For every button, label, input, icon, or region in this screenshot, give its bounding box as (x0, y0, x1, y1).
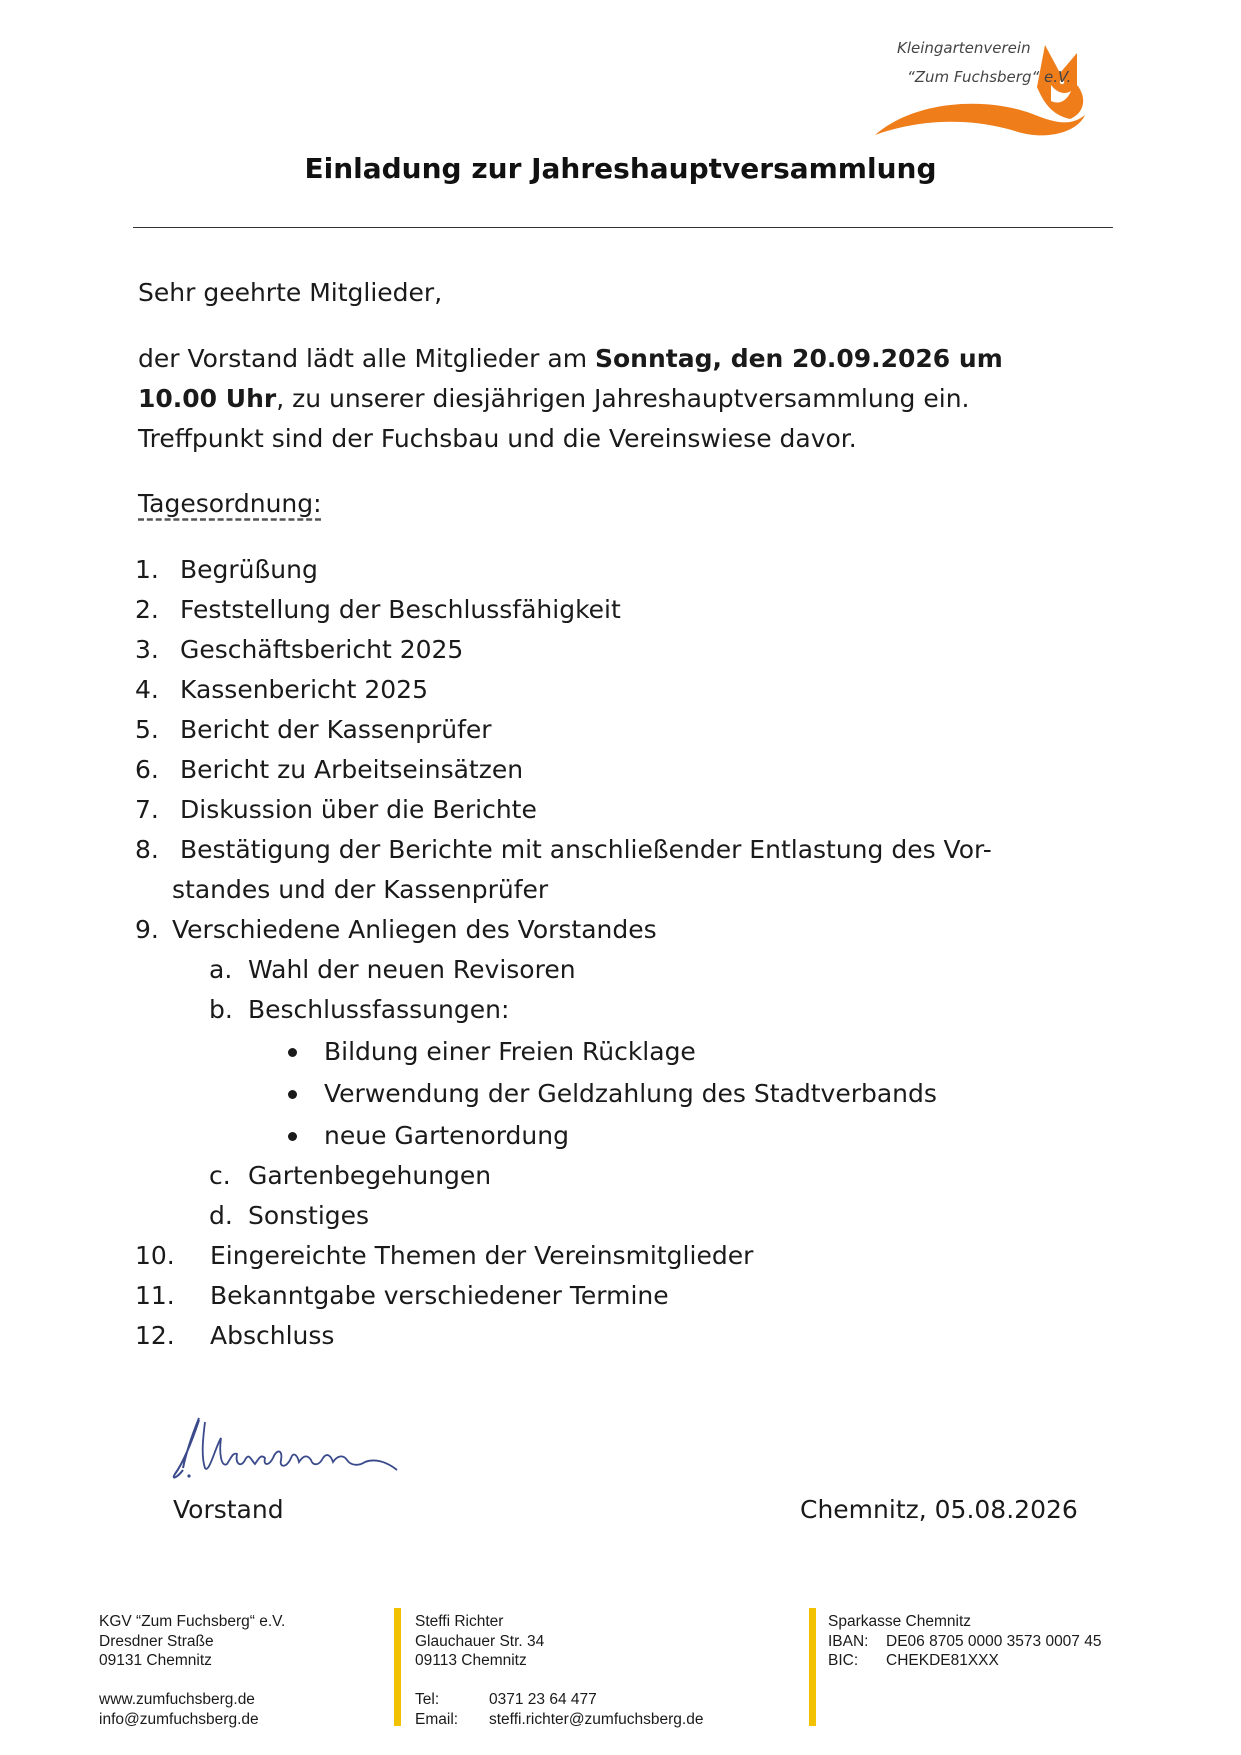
agenda-text: Geschäftsbericht 2025 (180, 635, 464, 664)
footer-column-club (99, 1612, 285, 1729)
agenda-number: 9. (135, 915, 159, 944)
place-and-date: Chemnitz, 05.08.2026 (800, 1495, 1078, 1524)
footer-website-link[interactable]: www.zumfuchsberg.de (99, 1691, 255, 1708)
title-divider (133, 227, 1113, 228)
handwritten-signature (165, 1408, 415, 1483)
agenda-text-continued: standes und der Kassenprüfer (172, 875, 549, 904)
agenda-text: Bericht der Kassenprüfer (180, 715, 492, 744)
footer-bic (828, 1651, 1101, 1671)
bullet-dot-icon (288, 1132, 297, 1141)
agenda-text: Feststellung der Beschlussfähigkeit (180, 595, 621, 624)
agenda-number: 3. (135, 635, 159, 664)
footer-divider-2 (809, 1608, 816, 1726)
footer-spacer (415, 1671, 703, 1691)
intro-text1: der Vorstand lädt alle Mitglieder am (138, 344, 595, 373)
agenda-text: Diskussion über die Berichte (180, 795, 537, 824)
email-label: Email: (415, 1710, 459, 1728)
subitem-text: Sonstiges (248, 1201, 370, 1230)
agenda-text: Bekanntgabe verschiedener Termine (210, 1281, 669, 1310)
footer-contact-street: Glauchauer Str. 34 (415, 1632, 545, 1650)
agenda-text: Bestätigung der Berichte mit anschließender Entlastung des Vor- (180, 835, 992, 864)
greeting: Sehr geehrte Mitglieder, (138, 278, 443, 307)
agenda-text: Bericht zu Arbeitseinsätzen (180, 755, 524, 784)
contact-email-link[interactable]: steffi.richter@zumfuchsberg.de (489, 1710, 704, 1728)
agenda-text: Begrüßung (180, 555, 318, 584)
footer-email (415, 1710, 703, 1730)
footer-bank-name: Sparkasse Chemnitz (828, 1613, 972, 1630)
tel-label: Tel: (415, 1691, 440, 1708)
tel-number[interactable]: 0371 23 64 477 (489, 1691, 597, 1708)
subitem-letter: a. (209, 955, 233, 984)
footer-contact-city: 09113 Chemnitz (415, 1652, 527, 1669)
footer-club-city: 09131 Chemnitz (99, 1652, 212, 1669)
agenda-text: Abschluss (210, 1321, 335, 1350)
bullet-dot-icon (288, 1048, 297, 1057)
agenda-number: 8. (135, 835, 159, 864)
agenda-number: 10. (135, 1241, 175, 1270)
subitem-letter: c. (209, 1161, 231, 1190)
bic-value: CHEKDE81XXX (886, 1652, 999, 1669)
agenda-number: 4. (135, 675, 159, 704)
subitem-text: Wahl der neuen Revisoren (248, 955, 576, 984)
bullet-text: Verwendung der Geldzahlung des Stadtverbands (324, 1079, 937, 1108)
footer-column-bank (828, 1612, 1101, 1671)
agenda-text: Kassenbericht 2025 (180, 675, 428, 704)
subitem-text: Beschlussfassungen: (248, 995, 510, 1024)
footer-club-email-link[interactable]: info@zumfuchsberg.de (99, 1710, 259, 1728)
bullet-dot-icon (288, 1090, 297, 1099)
subitem-letter: d. (209, 1201, 233, 1230)
iban-label: IBAN: (828, 1632, 869, 1650)
footer-club-street: Dresdner Straße (99, 1632, 214, 1650)
footer-spacer (99, 1671, 285, 1691)
agenda-heading: Tagesordnung: (138, 489, 322, 518)
footer-club-name: KGV “Zum Fuchsberg“ e.V. (99, 1613, 286, 1630)
agenda-number: 12. (135, 1321, 175, 1350)
intro-paragraph (138, 339, 1098, 459)
footer-iban (828, 1632, 1101, 1652)
footer-divider-1 (394, 1608, 401, 1726)
agenda-number: 11. (135, 1281, 175, 1310)
meeting-time: 10.00 Uhr (138, 384, 277, 413)
agenda-number: 2. (135, 595, 159, 624)
footer-tel (415, 1690, 703, 1710)
subitem-text: Gartenbegehungen (248, 1161, 492, 1190)
agenda-number: 7. (135, 795, 159, 824)
agenda-text: Verschiedene Anliegen des Vorstandes (172, 915, 657, 944)
bullet-text: Bildung einer Freien Rücklage (324, 1037, 696, 1066)
intro-line2 (138, 379, 1098, 419)
bullet-text: neue Gartenordung (324, 1121, 569, 1150)
footer-contact-name: Steffi Richter (415, 1613, 504, 1630)
agenda-text: Eingereichte Themen der Vereinsmitglieder (210, 1241, 754, 1270)
intro-line3: Treffpunkt sind der Fuchsbau und die Vereinswiese davor. (138, 424, 857, 453)
iban-value: DE06 8705 0000 3573 0007 45 (886, 1632, 1102, 1650)
agenda-number: 1. (135, 555, 159, 584)
club-logo (855, 35, 1105, 150)
intro-line1 (138, 339, 1098, 379)
meeting-date: Sonntag, den 20.09.2026 um (595, 344, 1003, 373)
signature-label: Vorstand (173, 1495, 284, 1524)
agenda-number: 5. (135, 715, 159, 744)
footer-column-contact (415, 1612, 703, 1729)
logo-line1: Kleingartenverein (897, 39, 1031, 57)
intro-text2: , zu unserer diesjährigen Jahreshauptversammlung ein. (276, 384, 970, 413)
page-title: Einladung zur Jahreshauptversammlung (304, 152, 937, 185)
subitem-letter: b. (209, 995, 233, 1024)
bic-label: BIC: (828, 1652, 859, 1669)
agenda-number: 6. (135, 755, 159, 784)
logo-line2: “Zum Fuchsberg“ e.V. (907, 68, 1072, 86)
